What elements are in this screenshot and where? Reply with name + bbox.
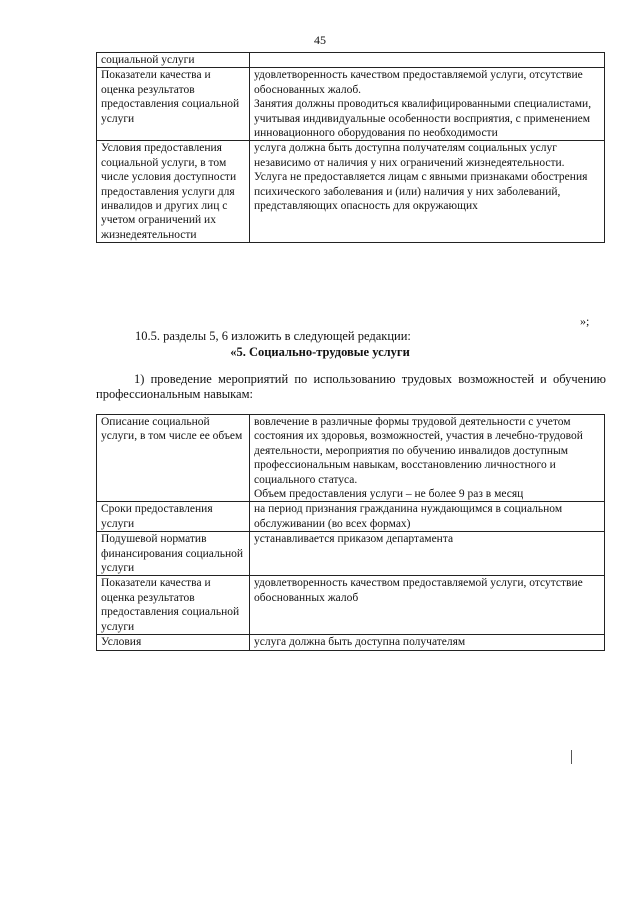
- row-value: [250, 502, 605, 532]
- item-paragraph: 1) проведение мероприятий по использованию трудовых возможностей и обучению профессиональным навыкам:: [96, 372, 606, 401]
- row-value: [250, 532, 605, 576]
- value-paragraph: услуга должна быть доступна получателям социальных услуг независимо от наличия у них ограничений жизнедеятельности.: [254, 142, 565, 169]
- table-row: [97, 532, 605, 576]
- value-paragraph: Услуга не предоставляется лицам с явными признаками обострения психического заболевания и (или) наличия у них заболеваний, представляющих опасность для окружающих: [254, 171, 588, 213]
- service-table-continued: [96, 52, 605, 243]
- section-heading: «5. Социально-трудовые услуги: [230, 345, 410, 359]
- value-paragraph: Объем предоставления услуги – не более 9 раз в месяц: [254, 488, 524, 501]
- margin-mark: [571, 750, 572, 764]
- row-value: [250, 635, 605, 650]
- amendment-paragraph: 10.5. разделы 5, 6 изложить в следующей редакции:: [135, 329, 411, 343]
- value-paragraph: удовлетворенность качеством предоставляемой услуги, отсутствие обоснованных жалоб.: [254, 69, 583, 96]
- value-paragraph: услуга должна быть доступна получателям: [254, 636, 466, 649]
- row-label: Подушевой норматив финансирования социальной услуги: [97, 532, 250, 576]
- value-paragraph: на период признания гражданина нуждающимся в социальном обслуживании (во всех формах): [254, 503, 563, 530]
- value-paragraph: удовлетворенность качеством предоставляемой услуги, отсутствие обоснованных жалоб: [254, 577, 583, 604]
- table-row: [97, 68, 605, 141]
- row-label: социальной услуги: [97, 53, 250, 68]
- row-label: Показатели качества и оценка результатов предоставления социальной услуги: [97, 68, 250, 141]
- row-value: [250, 68, 605, 141]
- row-label: Показатели качества и оценка результатов предоставления социальной услуги: [97, 576, 250, 635]
- row-value: [250, 415, 605, 502]
- row-label: Условия: [97, 635, 250, 650]
- row-label: Условия предоставления социальной услуги, в том числе условия доступности предоставления услуги для инвалидов и других лиц с учетом ограничений их жизнедеятельности: [97, 141, 250, 243]
- row-value: [250, 141, 605, 243]
- table-row: [97, 141, 605, 243]
- page-number: 45: [314, 33, 326, 47]
- table-row: [97, 502, 605, 532]
- row-label: Описание социальной услуги, в том числе ее объем: [97, 415, 250, 502]
- table-row: [97, 635, 605, 650]
- table-row: [97, 53, 605, 68]
- row-value: [250, 576, 605, 635]
- closing-quote: »;: [580, 314, 590, 328]
- value-paragraph: Занятия должны проводиться квалифицированными специалистами, учитывая индивидуальные особенности восприятия, с применением инновационного оборудования по необходимости: [254, 98, 592, 140]
- value-paragraph: вовлечение в различные формы трудовой деятельности с учетом состояния их здоровья, возможностей, участия в лечебно-трудовой деятельности, мероприятия по обучению инвалидов доступным профессиональным навыкам, восстановлению личностного и социального статуса.: [254, 416, 583, 486]
- table-row: [97, 415, 605, 502]
- service-table: [96, 414, 605, 651]
- row-value: [250, 53, 605, 68]
- row-label: Сроки предоставления услуги: [97, 502, 250, 532]
- value-paragraph: устанавливается приказом департамента: [254, 533, 454, 546]
- table-row: [97, 576, 605, 635]
